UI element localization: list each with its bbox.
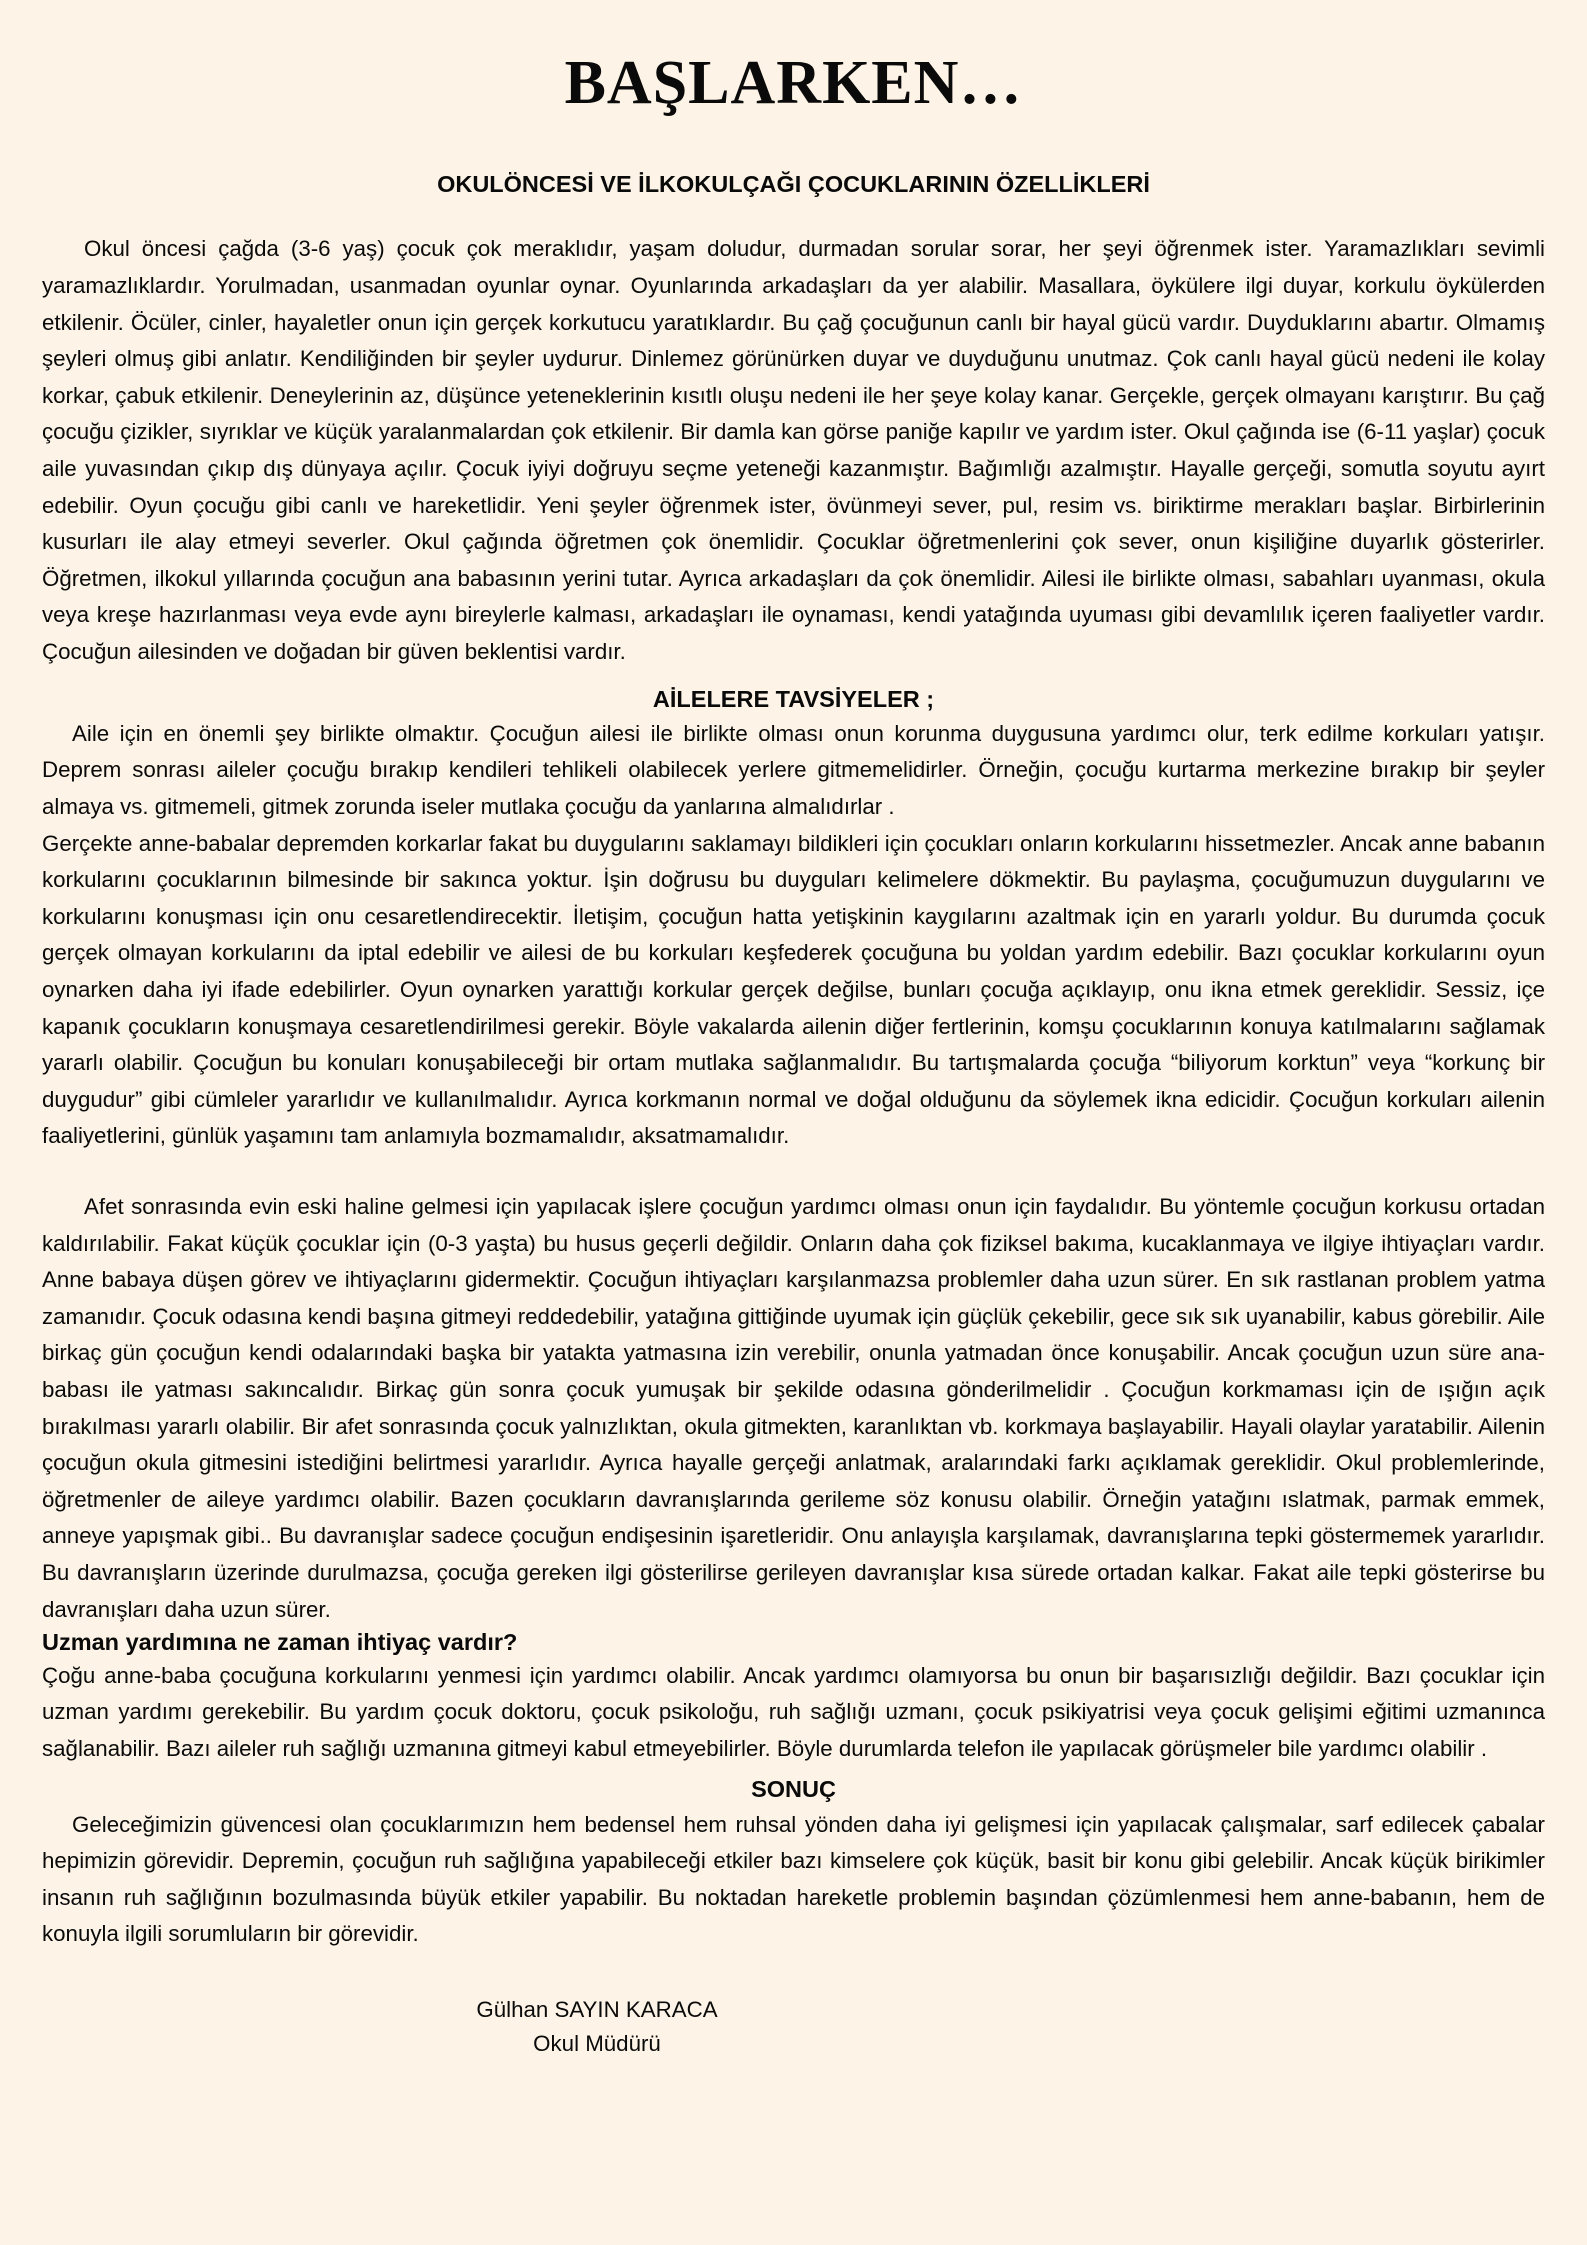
spacer-before-sonuc-heading [42,1767,1545,1775]
document-subtitle: OKULÖNCESİ VE İLKOKULÇAĞI ÇOCUKLARININ ÖZELLİKLERİ [437,171,1150,197]
ailelere-tavsiyeler-paragraph-1: Aile için en önemli şey birlikte olmaktır. Çocuğun ailesi ile birlikte olması onun korunma duygusuna yardımcı olur, terk edilme korkuları yatışır. Deprem sonrası aileler çocuğu bırakıp kendileri tehlikeli olabilecek yerlere gitmemelidirler. Örneğin, çocuğu kurtarma merkezine bırakıp bir şeyler almaya vs. gitmemeli, gitmek zorunda iseler mutlaka çocuğu da yanlarına almalıdırlar . [42,720,1545,820]
section-heading-sonuc: SONUÇ [751,1776,836,1803]
spacer-subtitle-body [42,199,1545,231]
page-title: BAŞLARKEN… [564,49,1023,117]
spacer-title-subtitle [42,114,1545,170]
uzman-yardimi-paragraph: Çoğu anne-baba çocuğuna korkularını yenmesi için yardımcı olabilir. Ancak yardımcı olamıyorsa bu onun bir başarısızlığı değildir. Bazı çocuklar için uzman yardımı gerekebilir. Bu yardım çocuk doktoru, çocuk psikoloğu, ruh sağlığı uzmanı, çocuk psikiyatrisi veya çocuk gelişimi eğitimi uzmanınca sağlanabilir. Bazı aileler ruh sağlığı uzmanına gitmeyi kabul etmeyebilirler. Böyle durumlarda telefon ile yapılacak görüşmeler bile yardımcı olabilir . [42,1662,1545,1761]
spacer-before-ailelere-heading [42,671,1545,685]
signature-name: Gülhan SAYIN KARACA [476,1997,718,2023]
spacer-before-afet-paragraph [42,1155,1545,1189]
section-heading-ailelere-tavsiyeler: AİLELERE TAVSİYELER ; [652,685,935,712]
sonuc-paragraph: Geleceğimizin güvencesi olan çocuklarımızın hem bedensel hem ruhsal yönden daha iyi gelişmesi için yapılacak çalışmalar, sarf edilecek çabalar hepimizin görevidir. Depremin, çocuğun ruh sağlığına yapabileceği etkiler bazı kimselere çok küçük, basit bir konu gibi gelebilir. Ancak küçük birikimler insanın ruh sağlığının bozulmasında büyük etkiler yapabilir. Bu noktadan hareketle problemin başından çözümlenmesi hem anne-babanın, hem de konuyla ilgili sorumluların bir görevidir. [42,1811,1545,1947]
signature-block [42,1993,1152,2061]
section-heading-uzman-yardimi: Uzman yardımına ne zaman ihtiyaç vardır? [42,1629,518,1656]
signature-title: Okul Müdürü [533,2031,661,2057]
afet-sonrasi-paragraph: Afet sonrasında evin eski haline gelmesi için yapılacak işlere çocuğun yardımcı olması onun için faydalıdır. Bu yöntemle çocuğun korkusu ortadan kaldırılabilir. Fakat küçük çocuklar için (0-3 yaşta) bu husus geçerli değildir. Onların daha çok fiziksel bakıma, kucaklanmaya ve ilgiye ihtiyaçları vardır. Anne babaya düşen görev ve ihtiyaçlarını gidermektir. Çocuğun ihtiyaçları karşılanmazsa problemler daha uzun sürer. En sık rastlanan problem yatma zamanıdır. Çocuk odasına kendi başına gitmeyi reddedebilir, yatağına gittiğinde uyumak için güçlük çekebilir, gece sık sık uyanabilir, kabus görebilir. Aile birkaç gün çocuğun kendi odalarındaki başka bir yatakta yatmasına izin verebilir, onunla yatmadan önce konuşabilir. Ancak çocuğun uzun süre ana-babası ile yatması sakıncalıdır. Birkaç gün sonra çocuk yumuşak bir şekilde odasına gönderilmelidir . Çocuğun korkmaması için de ışığın açık bırakılması yararlı olabilir. Bir afet sonrasında çocuk yalnızlıktan, okula gitmekten, karanlıktan vb. korkmaya başlayabilir. Hayali olaylar yaratabilir. Ailenin çocuğun okula gitmesini istediğini belirtmesi yararlıdır. Ayrıca hayalle gerçeği anlatmak, aralarındaki farkı açıklamak gereklidir. Okul problemlerinde, öğretmenler de aileye yardımcı olabilir. Bazen çocukların davranışlarında gerileme söz konusu olabilir. Örneğin yatağını ıslatmak, parmak emmek, anneye yapışmak gibi.. Bu davranışlar sadece çocuğun endişesinin işaretleridir. Onu anlayışla karşılamak, davranışlarına tepki göstermemek yararlıdır. Bu davranışların üzerinde durulmazsa, çocuğa gereken ilgi gösterilirse gerileyen davranışlar kısa sürede ortadan kalkar. Fakat aile tepki gösterirse bu davranışları daha uzun sürer. [42,1194,1545,1622]
spacer-before-signature [42,1953,1545,1993]
intro-paragraph: Okul öncesi çağda (3-6 yaş) çocuk çok meraklıdır, yaşam doludur, durmadan sorular sorar, her şeyi öğrenmek ister. Yaramazlıkları sevimli yaramazlıklardır. Yorulmadan, usanmadan oyunlar oynar. Oyunlarında arkadaşları da yer alabilir. Masallara, öykülere ilgi duyar, korkulu öykülerden etkilenir. Öcüler, cinler, hayaletler onun için gerçek korkutucu yaratıklardır. Bu çağ çocuğunun canlı bir hayal gücü vardır. Duyduklarını abartır. Olmamış şeyleri olmuş gibi anlatır. Kendiliğinden bir şeyler uydurur. Dinlemez görünürken duyar ve duyduğunu unutmaz. Çok canlı hayal gücü nedeni ile kolay korkar, çabuk etkilenir. Deneylerinin az, düşünce yeteneklerinin kısıtlı oluşu nedeni ile her şeye kolay kanar. Gerçekle, gerçek olmayanı karıştırır. Bu çağ çocuğu çizikler, sıyrıklar ve küçük yaralanmalardan çok etkilenir. Bir damla kan görse paniğe kapılır ve yardım ister. Okul çağında ise (6-11 yaşlar) çocuk aile yuvasından çıkıp dış dünyaya açılır. Çocuk iyiyi doğruyu seçme yeteneği kazanmıştır. Bağımlığı azalmıştır. Hayalle gerçeği, somutla soyutu ayırt edebilir. Oyun çocuğu gibi canlı ve hareketlidir. Yeni şeyler öğrenmek ister, övünmeyi sever, pul, resim vs. biriktirme merakları başlar. Birbirlerinin kusurları ile alay etmeyi severler. Okul çağında öğretmen çok önemlidir. Çocuklar öğretmenlerini çok sever, onun kişiliğine duyarlık gösterirler. Öğretmen, ilkokul yıllarında çocuğun ana babasının yerini tutar. Ayrıca arkadaşları da çok önemlidir. Ailesi ile birlikte olması, sabahları uyanması, okula veya kreşe hazırlanması veya evde aynı bireylerle kalması, arkadaşları ile oynaması, kendi yatağında uyuması gibi devamlılık içeren faaliyetler vardır. Çocuğun ailesinden ve doğadan bir güven beklentisi vardır. [42,236,1545,664]
ailelere-tavsiyeler-paragraph-2: Gerçekte anne-babalar depremden korkarlar fakat bu duygularını saklamayı bildikleri için çocukları onların korkularını hissetmezler. Ancak anne babanın korkularını çocuklarının bilmesinde bir sakınca yoktur. İşin doğrusu bu duyguları kelimelere dökmektir. Bu paylaşma, çocuğumuzun duygularını ve korkularını konuşması için onu cesaretlendirecektir. İletişim, çocuğun hatta yetişkinin kaygılarını azaltmak için en yararlı yoldur. Bu durumda çocuk gerçek olmayan korkularını da iptal edebilir ve ailesi de bu korkuları keşfederek çocuğuna bu yoldan yardım edebilir. Bazı çocuklar korkularını oyun oynarken daha iyi ifade edebilirler. Oyun oynarken yarattığı korkular gerçek değilse, bunları çocuğa açıklayıp, onu ikna etmek gereklidir. Sessiz, içe kapanık çocukların konuşmaya cesaretlendirilmesi gerekir. Böyle vakalarda ailenin diğer fertlerinin, komşu çocuklarının konuya katılmalarını sağlamak yararlı olabilir. Çocuğun bu konuları konuşabileceği bir ortam mutlaka sağlanmalıdır. Bu tartışmalarda çocuğa “biliyorum korktun” veya “korkunç bir duygudur” gibi cümleler yararlıdır ve kullanılmalıdır. Ayrıca korkmanın normal ve doğal olduğunu da söylemek ikna edicidir. Çocuğun korkuları ailenin faaliyetlerini, günlük yaşamını tam anlamıyla bozmamalıdır, aksatmamalıdır. [42,830,1545,1149]
